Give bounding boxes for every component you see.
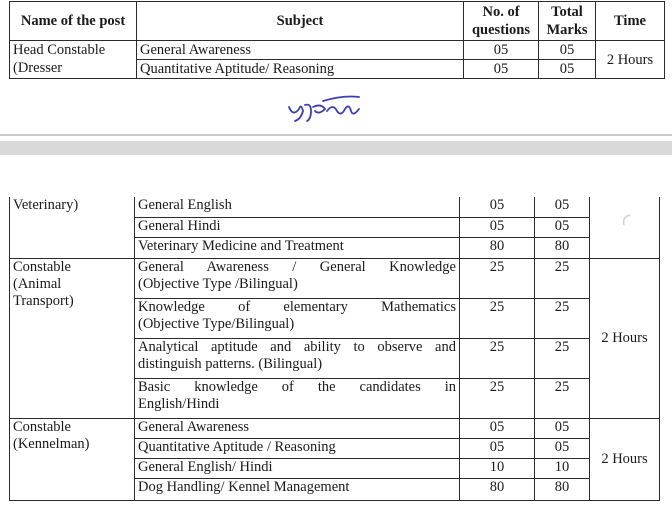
subject-cell: General Awareness — [137, 41, 464, 60]
questions-cell: 80 — [460, 237, 535, 258]
marks-cell: 25 — [535, 258, 590, 298]
questions-cell: 10 — [460, 458, 535, 478]
subject-cell: General Hindi — [135, 217, 460, 237]
marks-cell: 80 — [535, 478, 590, 500]
questions-cell: 80 — [460, 478, 535, 500]
marks-cell: 80 — [535, 237, 590, 258]
scan-artifact-icon — [618, 212, 636, 230]
header-questions: No. of questions — [464, 2, 539, 41]
post-line: (Animal — [13, 275, 62, 292]
subject-cell — [135, 338, 460, 378]
questions-cell: 05 — [460, 197, 535, 217]
handwritten-signature — [283, 93, 379, 127]
post-line: Constable — [13, 258, 71, 275]
marks-cell: 05 — [535, 418, 590, 438]
questions-cell: 25 — [460, 338, 535, 378]
time-cell: 2 Hours — [590, 418, 660, 500]
subject-cell: General Awareness — [135, 418, 460, 438]
subject-cell: Dog Handling/ Kennel Management — [135, 478, 460, 500]
marks-cell: 05 — [535, 197, 590, 217]
questions-cell: 05 — [460, 217, 535, 237]
header-subject: Subject — [137, 2, 464, 41]
page-gap — [0, 141, 672, 155]
post-cell — [10, 418, 135, 500]
questions-cell: 25 — [460, 258, 535, 298]
header-marks: Total Marks — [539, 2, 596, 41]
subject-line: English/Hindi — [138, 395, 220, 412]
post-line: Transport) — [13, 292, 74, 309]
subject-cell: General English/ Hindi — [135, 458, 460, 478]
post-line: Constable — [13, 418, 71, 435]
page-divider — [0, 134, 672, 136]
marks-cell: 05 — [535, 438, 590, 458]
questions-cell: 25 — [460, 298, 535, 338]
post-cell: Head Constable (Dresser — [10, 41, 137, 79]
subject-line: Analytical aptitude and ability to observe and — [138, 338, 456, 355]
marks-cell: 05 — [539, 41, 596, 60]
marks-cell: 10 — [535, 458, 590, 478]
subject-cell: Veterinary Medicine and Treatment — [135, 237, 460, 258]
questions-cell: 05 — [464, 41, 539, 60]
subject-cell: Quantitative Aptitude/ Reasoning — [137, 60, 464, 79]
marks-cell: 05 — [539, 60, 596, 79]
post-cell — [10, 258, 135, 418]
subject-line: (Objective Type /Bilingual) — [138, 275, 298, 292]
subject-cell — [135, 298, 460, 338]
header-row — [10, 2, 665, 41]
questions-cell: 05 — [460, 438, 535, 458]
bottom-exam-table — [9, 197, 660, 501]
table-row — [10, 258, 660, 298]
time-cell: 2 Hours — [596, 41, 665, 79]
post-cell: Veterinary) — [10, 197, 135, 258]
subject-line: Knowledge of elementary Mathematics — [138, 298, 456, 315]
post-line: (Kennelman) — [13, 435, 90, 452]
top-exam-table — [9, 1, 665, 79]
subject-cell: Quantitative Aptitude / Reasoning — [135, 438, 460, 458]
subject-line: distinguish patterns. (Bilingual) — [138, 355, 323, 372]
marks-cell: 25 — [535, 378, 590, 418]
marks-cell: 25 — [535, 298, 590, 338]
table-row — [10, 41, 665, 60]
table-row — [10, 197, 660, 217]
subject-line: Basic knowledge of the candidates in — [138, 378, 456, 395]
subject-line: (Objective Type/Bilingual) — [138, 315, 295, 332]
subject-cell — [135, 258, 460, 298]
marks-cell: 25 — [535, 338, 590, 378]
table-row — [10, 418, 660, 438]
questions-cell: 25 — [460, 378, 535, 418]
header-time: Time — [596, 2, 665, 41]
marks-cell: 05 — [535, 217, 590, 237]
header-post: Name of the post — [10, 2, 137, 41]
questions-cell: 05 — [464, 60, 539, 79]
questions-cell: 05 — [460, 418, 535, 438]
subject-cell — [135, 378, 460, 418]
subject-cell: General English — [135, 197, 460, 217]
time-cell: 2 Hours — [590, 258, 660, 418]
subject-line: General Awareness / General Knowledge — [138, 258, 456, 275]
